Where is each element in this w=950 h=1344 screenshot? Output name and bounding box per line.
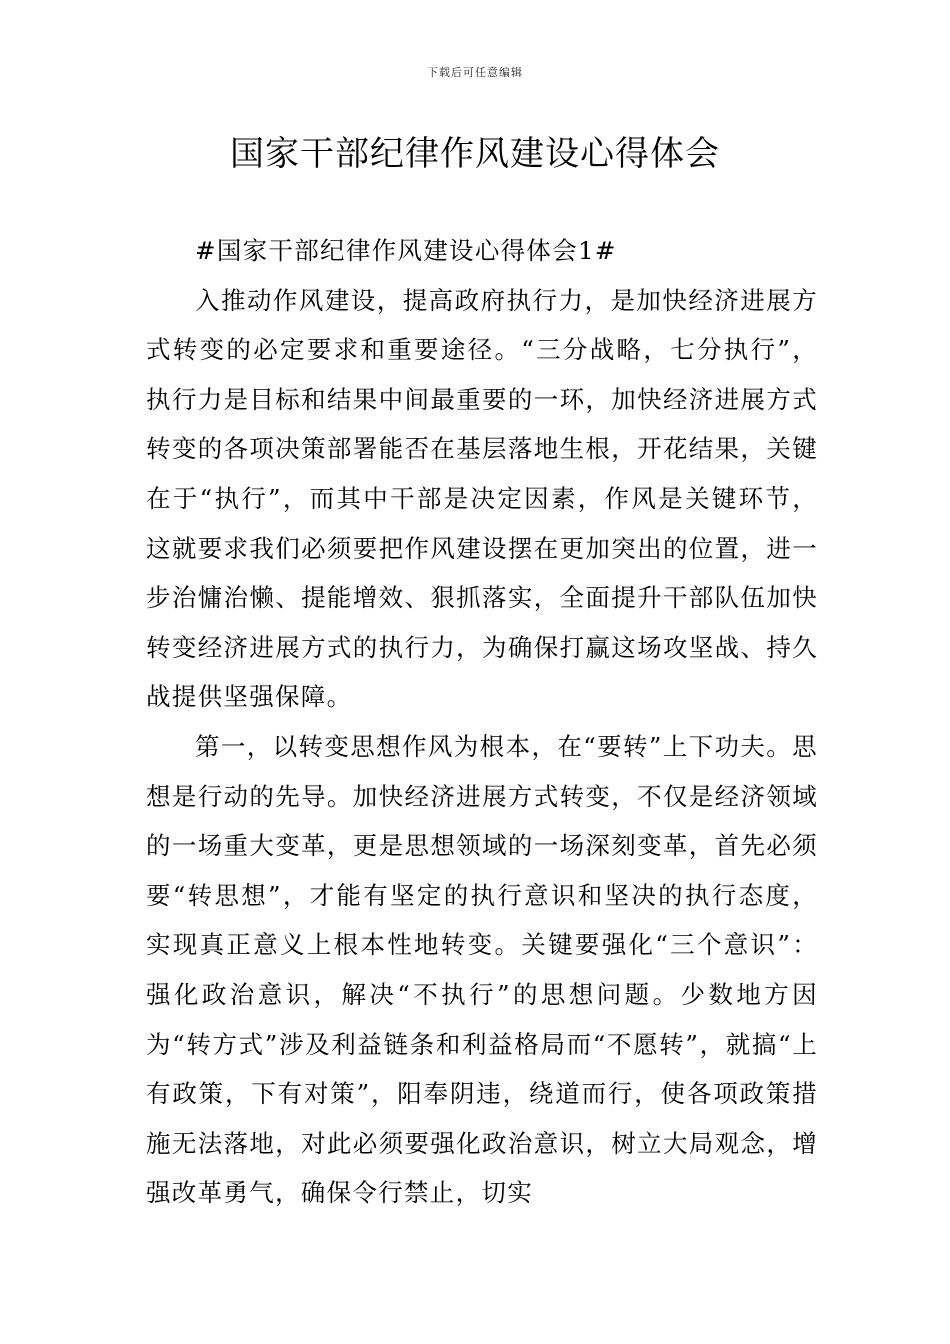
paragraph: 入推动作风建设，提高政府执行力，是加快经济进展方式转变的必定要求和重要途径。“三分战略，七分执行”，执行力是目标和结果中间最重要的一环，加快经济进展方式转变的各项决策部署能否在基层落地生根，开花结果，关键在于“执行”，而其中干部是决定因素，作风是关键环节，这就要求我们必须要把作风建设摆在更加突出的位置，进一步治慵治懒、提能增效、狠抓落实，全面提升干部队伍加快转变经济进展方式的执行力，为确保打赢这场攻坚战、持久战提供坚强保障。: [146, 285, 818, 712]
header-note: 下载后可任意编辑: [427, 66, 523, 79]
document-body: [146, 226, 818, 1218]
section-heading: #国家干部纪律作风建设心得体会1#: [195, 236, 617, 265]
paragraph: 第一，以转变思想作风为根本，在“要转”上下功夫。思想是行动的先导。加快经济进展方式转变，不仅是经济领域的一场重大变革，更是思想领域的一场深刻变革，首先必须要“转思想”，才能有坚定的执行意识和坚决的执行态度，实现真正意义上根本性地转变。关键要强化“三个意识”：强化政治意识，解决“不执行”的思想问题。少数地方因为“转方式”涉及利益链条和利益格局而“不愿转”，就搞“上有政策，下有对策”，阳奉阴违，绕道而行，使各项政策措施无法落地，对此必须要强化政治意识，树立大局观念，增强改革勇气，确保令行禁止，切实: [146, 731, 818, 1208]
document-title: 国家干部纪律作风建设心得体会: [230, 134, 720, 174]
